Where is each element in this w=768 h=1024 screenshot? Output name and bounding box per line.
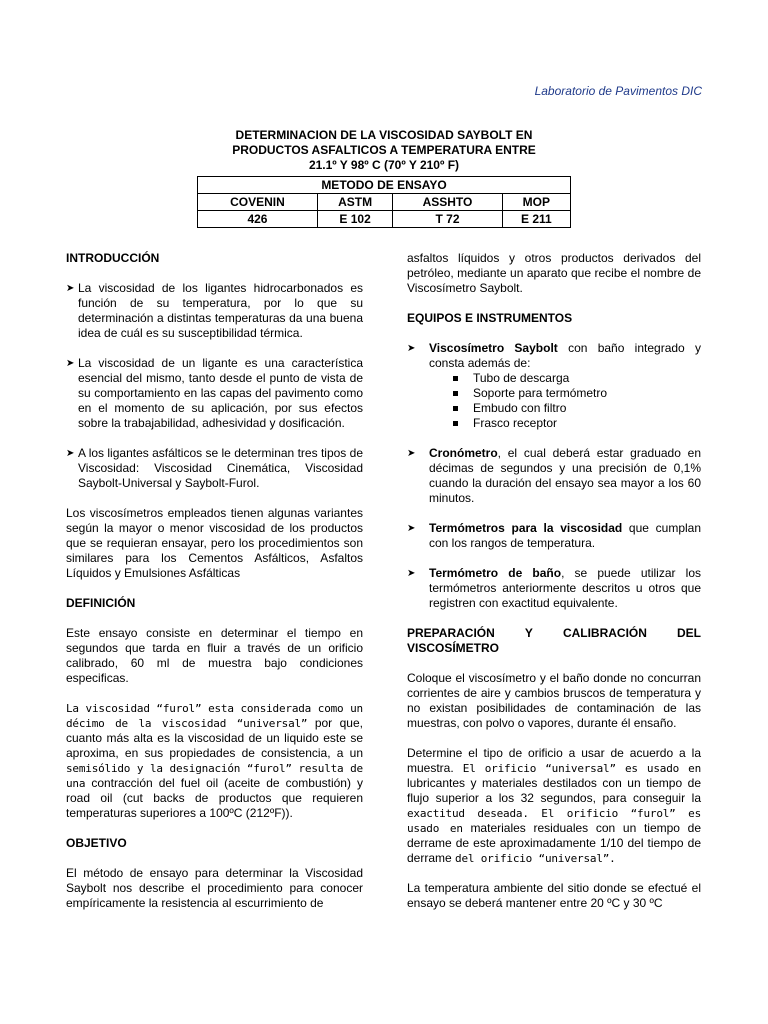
- equipment-item: [407, 566, 701, 611]
- equipment-name: Viscosímetro Saybolt: [429, 341, 558, 355]
- methods-col-asshto: ASSHTO: [393, 194, 502, 211]
- methods-table-heading: METODO DE ENSAYO: [198, 177, 571, 194]
- definition-text-a: La viscosidad “furol” esta considerada como un décimo de la viscosidad “universal”: [66, 702, 363, 730]
- equipment-heading: EQUIPOS E INSTRUMENTOS: [407, 311, 573, 325]
- equipment-description: , el cual deberá estar graduado en décimas de segundos y una precisión de 0,1% cuando la duración del ensayo sea mayor a los 60 minutos.: [429, 446, 701, 505]
- methods-val-covenin: 426: [198, 211, 318, 228]
- equipment-item: [407, 521, 701, 551]
- square-bullet-icon: [453, 421, 458, 426]
- equipment-item: [407, 446, 701, 506]
- intro-bullet-text: La viscosidad de un ligante es una característica esencial del mismo, tanto desde el punto de vista de su comportamiento en las capas del pavimento como en el momento de su aplicación, por sus efectos sobre la trabajabilidad, adhesividad y dosificación.: [78, 356, 363, 430]
- test-methods-table: [197, 176, 571, 228]
- title-line-2: PRODUCTOS ASFALTICOS A TEMPERATURA ENTRE: [232, 143, 536, 157]
- preparation-paragraph-3: La temperatura ambiente del sitio donde se efectué el ensayo se deberá mantener entre 20 ºC y 30 ºC: [407, 881, 701, 910]
- preparation-paragraph-2: [407, 746, 701, 866]
- arrow-bullet-icon: ➤: [66, 358, 75, 369]
- equipment-description: que cumplan con los rangos de temperatura.: [429, 521, 702, 550]
- title-line-3: 21.1º Y 98º C (70º Y 210º F): [308, 158, 460, 172]
- methods-col-astm: ASTM: [317, 194, 392, 211]
- preparation-text-e: materiales residuales con un tiempo de derrame de este aproximadamente 1/10 del tiempo de derrame: [407, 821, 701, 865]
- title-line-1: DETERMINACION DE LA VISCOSIDAD SAYBOLT EN: [235, 128, 533, 142]
- methods-col-covenin: COVENIN: [198, 194, 318, 211]
- methods-val-astm: E 102: [317, 211, 392, 228]
- definition-text-d: contracción del fuel oil (aceite de combustión) y road oil (cut backs de productos que requieren temperaturas superiores a 100ºC (212ºF)).: [66, 776, 363, 820]
- equipment-name: Termómetro de baño: [429, 566, 562, 580]
- methods-val-asshto: T 72: [393, 211, 502, 228]
- intro-bullet-text: La viscosidad de los ligantes hidrocarbonados es función de su temperatura, por lo que su determinación a distintas temperaturas da una buena idea de cuál es su susceptibilidad térmica.: [78, 281, 363, 340]
- preparation-heading-line-2: VISCOSÍMETRO: [407, 641, 500, 655]
- objective-heading: OBJETIVO: [66, 836, 127, 850]
- preparation-text-b: El orificio “universal” es usado en: [453, 762, 701, 775]
- viscometer-parts-list: [407, 371, 701, 431]
- square-bullet-icon: [453, 391, 458, 396]
- preparation-text-a: Determine el tipo de orificio a usar de acuerdo a la muestra.: [407, 746, 701, 775]
- left-column: [66, 251, 363, 911]
- arrow-bullet-icon: ➤: [407, 568, 416, 579]
- preparation-paragraph-1: Coloque el viscosímetro y el baño donde no concurran corrientes de aire y cambios bruscos de temperatura y no existan posibilidades de contaminación de las muestras, con polvo o vapores, durante él ensaño.: [407, 671, 701, 730]
- objective-continued-paragraph: asfaltos líquidos y otros productos derivados del petróleo, mediante un aparato que recibe el nombre de Viscosímetro Saybolt.: [407, 251, 701, 295]
- intro-bullet: [66, 356, 363, 431]
- definition-paragraph-1: Este ensayo consiste en determinar el tiempo en segundos que tarda en fluir a través de un orificio calibrado, 60 ml de muestra bajo condiciones especificas.: [66, 626, 363, 685]
- equipment-name: Termómetros para la viscosidad: [429, 521, 623, 535]
- methods-val-mop: E 211: [502, 211, 570, 228]
- list-item: Frasco receptor: [453, 416, 701, 431]
- document-title: [197, 128, 571, 173]
- list-item: Embudo con filtro: [453, 401, 701, 416]
- definition-text-b: por que, cuanto más alta es la viscosidad de un liquido este se aproxima, en sus propiedades de consistencia, a un: [66, 716, 363, 760]
- preparation-text-f: del orificio “universal”.: [455, 852, 616, 865]
- intro-bullet-text: A los ligantes asfálticos se le determinan tres tipos de Viscosidad: Viscosidad Cinemática, Viscosidad Saybolt-Universal y Saybolt-Furol.: [78, 446, 363, 490]
- preparation-text-d: exactitud deseada. El orificio “furol” es usado en: [407, 807, 701, 835]
- equipment-description: con baño integrado y consta además de:: [429, 341, 701, 370]
- arrow-bullet-icon: ➤: [66, 448, 75, 459]
- preparation-text-c: lubricantes y materiales destilados con un tiempo de flujo superior a los 32 segundos, para conseguir la: [407, 776, 701, 805]
- square-bullet-icon: [453, 406, 458, 411]
- intro-paragraph: Los viscosímetros empleados tienen algunas variantes según la mayor o menor viscosidad de los productos que se requieran ensayar, pero los procedimientos son similares para los Cementos Asfálticos, Asfaltos Líquidos y Emulsiones Asfálticas: [66, 506, 363, 580]
- list-item: Tubo de descarga: [453, 371, 701, 386]
- intro-bullet: [66, 446, 363, 491]
- arrow-bullet-icon: ➤: [407, 523, 416, 534]
- arrow-bullet-icon: ➤: [407, 343, 416, 354]
- list-item: Soporte para termómetro: [453, 386, 701, 401]
- objective-paragraph: El método de ensayo para determinar la Viscosidad Saybolt nos describe el procedimiento para conocer empíricamente la resistencia al escurrimiento de: [66, 866, 363, 910]
- intro-bullet: [66, 281, 363, 341]
- arrow-bullet-icon: ➤: [66, 283, 75, 294]
- arrow-bullet-icon: ➤: [407, 448, 416, 459]
- square-bullet-icon: [453, 376, 458, 381]
- lab-header: Laboratorio de Pavimentos DIC: [534, 84, 702, 98]
- methods-col-mop: MOP: [502, 194, 570, 211]
- preparation-heading: PREPARACIÓN Y CALIBRACIÓN DEL: [407, 626, 701, 640]
- definition-paragraph-2: [66, 701, 363, 821]
- equipment-name: Cronómetro: [429, 446, 498, 460]
- right-column: [407, 251, 701, 911]
- equipment-item: [407, 341, 701, 371]
- definition-heading: DEFINICIÓN: [66, 596, 136, 610]
- definition-text-c: semisólido y la designación “furol” resulta de una: [66, 762, 363, 790]
- intro-heading: INTRODUCCIÓN: [66, 251, 160, 265]
- equipment-description: , se puede utilizar los termómetros anteriormente descritos u otros que registren con exactitud equivalente.: [429, 566, 701, 610]
